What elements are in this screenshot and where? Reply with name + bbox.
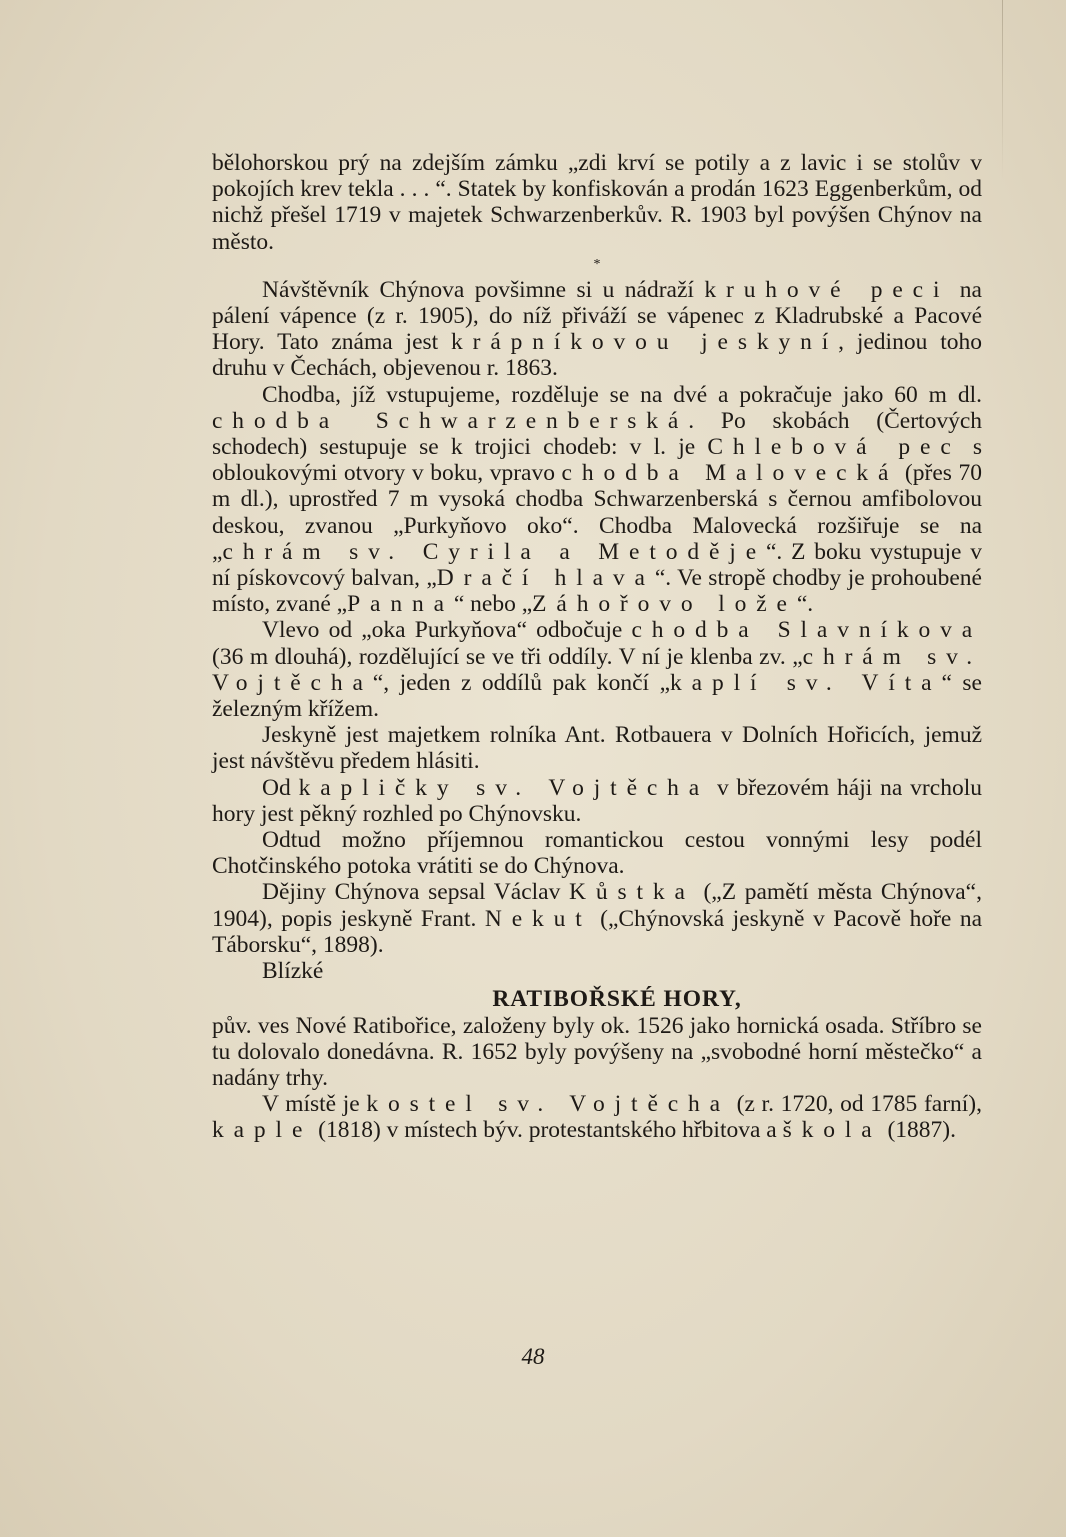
paragraph-2: Návštěvník Chýnova povšimne si u nádraží kruhové peci na pálení vápence (z r. 1905), do níž přiváží se vápenec z Kladrubské a Pacové Hory. Tato známa jest krápníkovou jeskyní, jedinou toho druhu v Čechách, objevenou r. 1863.: [212, 276, 982, 382]
spaced-term: kaplí sv. Víta: [670, 669, 942, 696]
spaced-term: Nekut: [484, 905, 592, 932]
spaced-term: Kůstka: [569, 879, 695, 906]
section-ornament: *: [593, 256, 601, 272]
spaced-term: Záhořovo lože: [532, 591, 797, 618]
body-text: [212, 150, 982, 1144]
spaced-term: chrám sv. Cyrila a Metoděje: [222, 538, 766, 565]
paragraph-6: Od kapličky sv. Vojtěcha v březovém háji na vrcholu hory jest pěkný rozhled po Chýnovsku.: [212, 774, 982, 827]
spaced-term: krápníkovou jeskyní: [451, 329, 839, 356]
paragraph-8: Dějiny Chýnova sepsal Václav Kůstka („Z pamětí města Chýnova“, 1904), popis jeskyně Frant. Nekut („Chýnovská jeskyně v Pacově hoře na Táborsku“, 1898).: [212, 879, 983, 958]
spaced-term: Panna: [347, 591, 454, 618]
paragraph-10: pův. ves Nové Ratibořice, založeny byly ok. 1526 jako hornická osada. Stříbro se tu dolovalo donedávna. R. 1652 byly povýšeny na „svobodné horní městečko“ a nadány trhy.: [212, 1012, 982, 1091]
spaced-term: Chlebová pec: [707, 434, 961, 461]
page-number: 48: [521, 1344, 545, 1369]
paragraph-5: Jeskyně jest majetkem rolníka Ant. Rotbauera v Dolních Hořicích, jemuž jest návštěvu předem hlásiti.: [212, 722, 982, 775]
paragraph-3: Chodba, jíž vstupujeme, rozděluje se na dvé a pokračuje jako 60 m dl. chodba Schwarzenberská. Po skobách (Čertových schodech) sestupuje se k trojici chodeb: v l. je Chlebová pec s obloukovými otvory v boku, vpravo chodba Malovecká (přes 70 m dl.), uprostřed 7 m vysoká chodba Schwarzenberská s černou amfibolovou deskou, zvanou „Purkyňovo oko“. Chodba Malovecká rozšiřuje se na „chrám sv. Cyrila a Metoděje“. Z boku vystupuje v ní pískovcový balvan, „Dračí hlava“. Ve stropě chodby je prohoubené místo, zvané „Panna“ nebo „Záhořovo lože“.: [212, 381, 983, 618]
spaced-term: kapličky sv. Vojtěcha: [298, 774, 710, 801]
spaced-term: kostel sv. Vojtěcha: [366, 1091, 730, 1118]
spaced-term: chodba Slavníkova: [631, 617, 983, 644]
page-fold-mark: [1002, 0, 1003, 180]
paragraph-1: bělohorskou prý na zdejším zámku „zdi krví se potily a z lavic i se stolův v pokojích krev tekla . . . “. Statek by konfiskován a prodán 1623 Eggenberkům, od nichž přešel 1719 v majetek Schwarzenberkův. R. 1903 byl povýšen Chýnov na město.: [212, 150, 982, 255]
paragraph-7: Odtud možno příjemnou romantickou cestou vonnými lesy podél Chotčinského potoka vrátiti se do Chýnova.: [212, 827, 982, 880]
paragraph-4: Vlevo od „oka Purkyňova“ odbočuje chodba Slavníkova (36 m dlouhá), rozdělující se ve tři oddíly. V ní je klenba zv. „chrám sv. Vojtěcha“, jeden z oddílů pak končí „kaplí sv. Víta“ se železným křížem.: [212, 617, 983, 723]
spaced-term: chrám sv. Vojtěcha: [212, 643, 982, 696]
section-heading: RATIBOŘSKÉ HORY,: [492, 986, 742, 1013]
spaced-term: chodba Malovecká: [561, 460, 899, 487]
spaced-term: chodba Schwarzenberská: [212, 407, 689, 434]
spaced-term: škola: [782, 1117, 882, 1144]
paragraph-9: Blízké: [262, 958, 324, 985]
spaced-term: kaple: [212, 1117, 313, 1144]
spaced-term: Dračí hlava: [436, 565, 655, 592]
paragraph-11: V místě je kostel sv. Vojtěcha (z r. 1720, od 1785 farní), kaple (1818) v místech býv. protestantského hřbitova a škola (1887).: [212, 1091, 983, 1144]
spaced-term: kruhové peci: [704, 276, 950, 303]
